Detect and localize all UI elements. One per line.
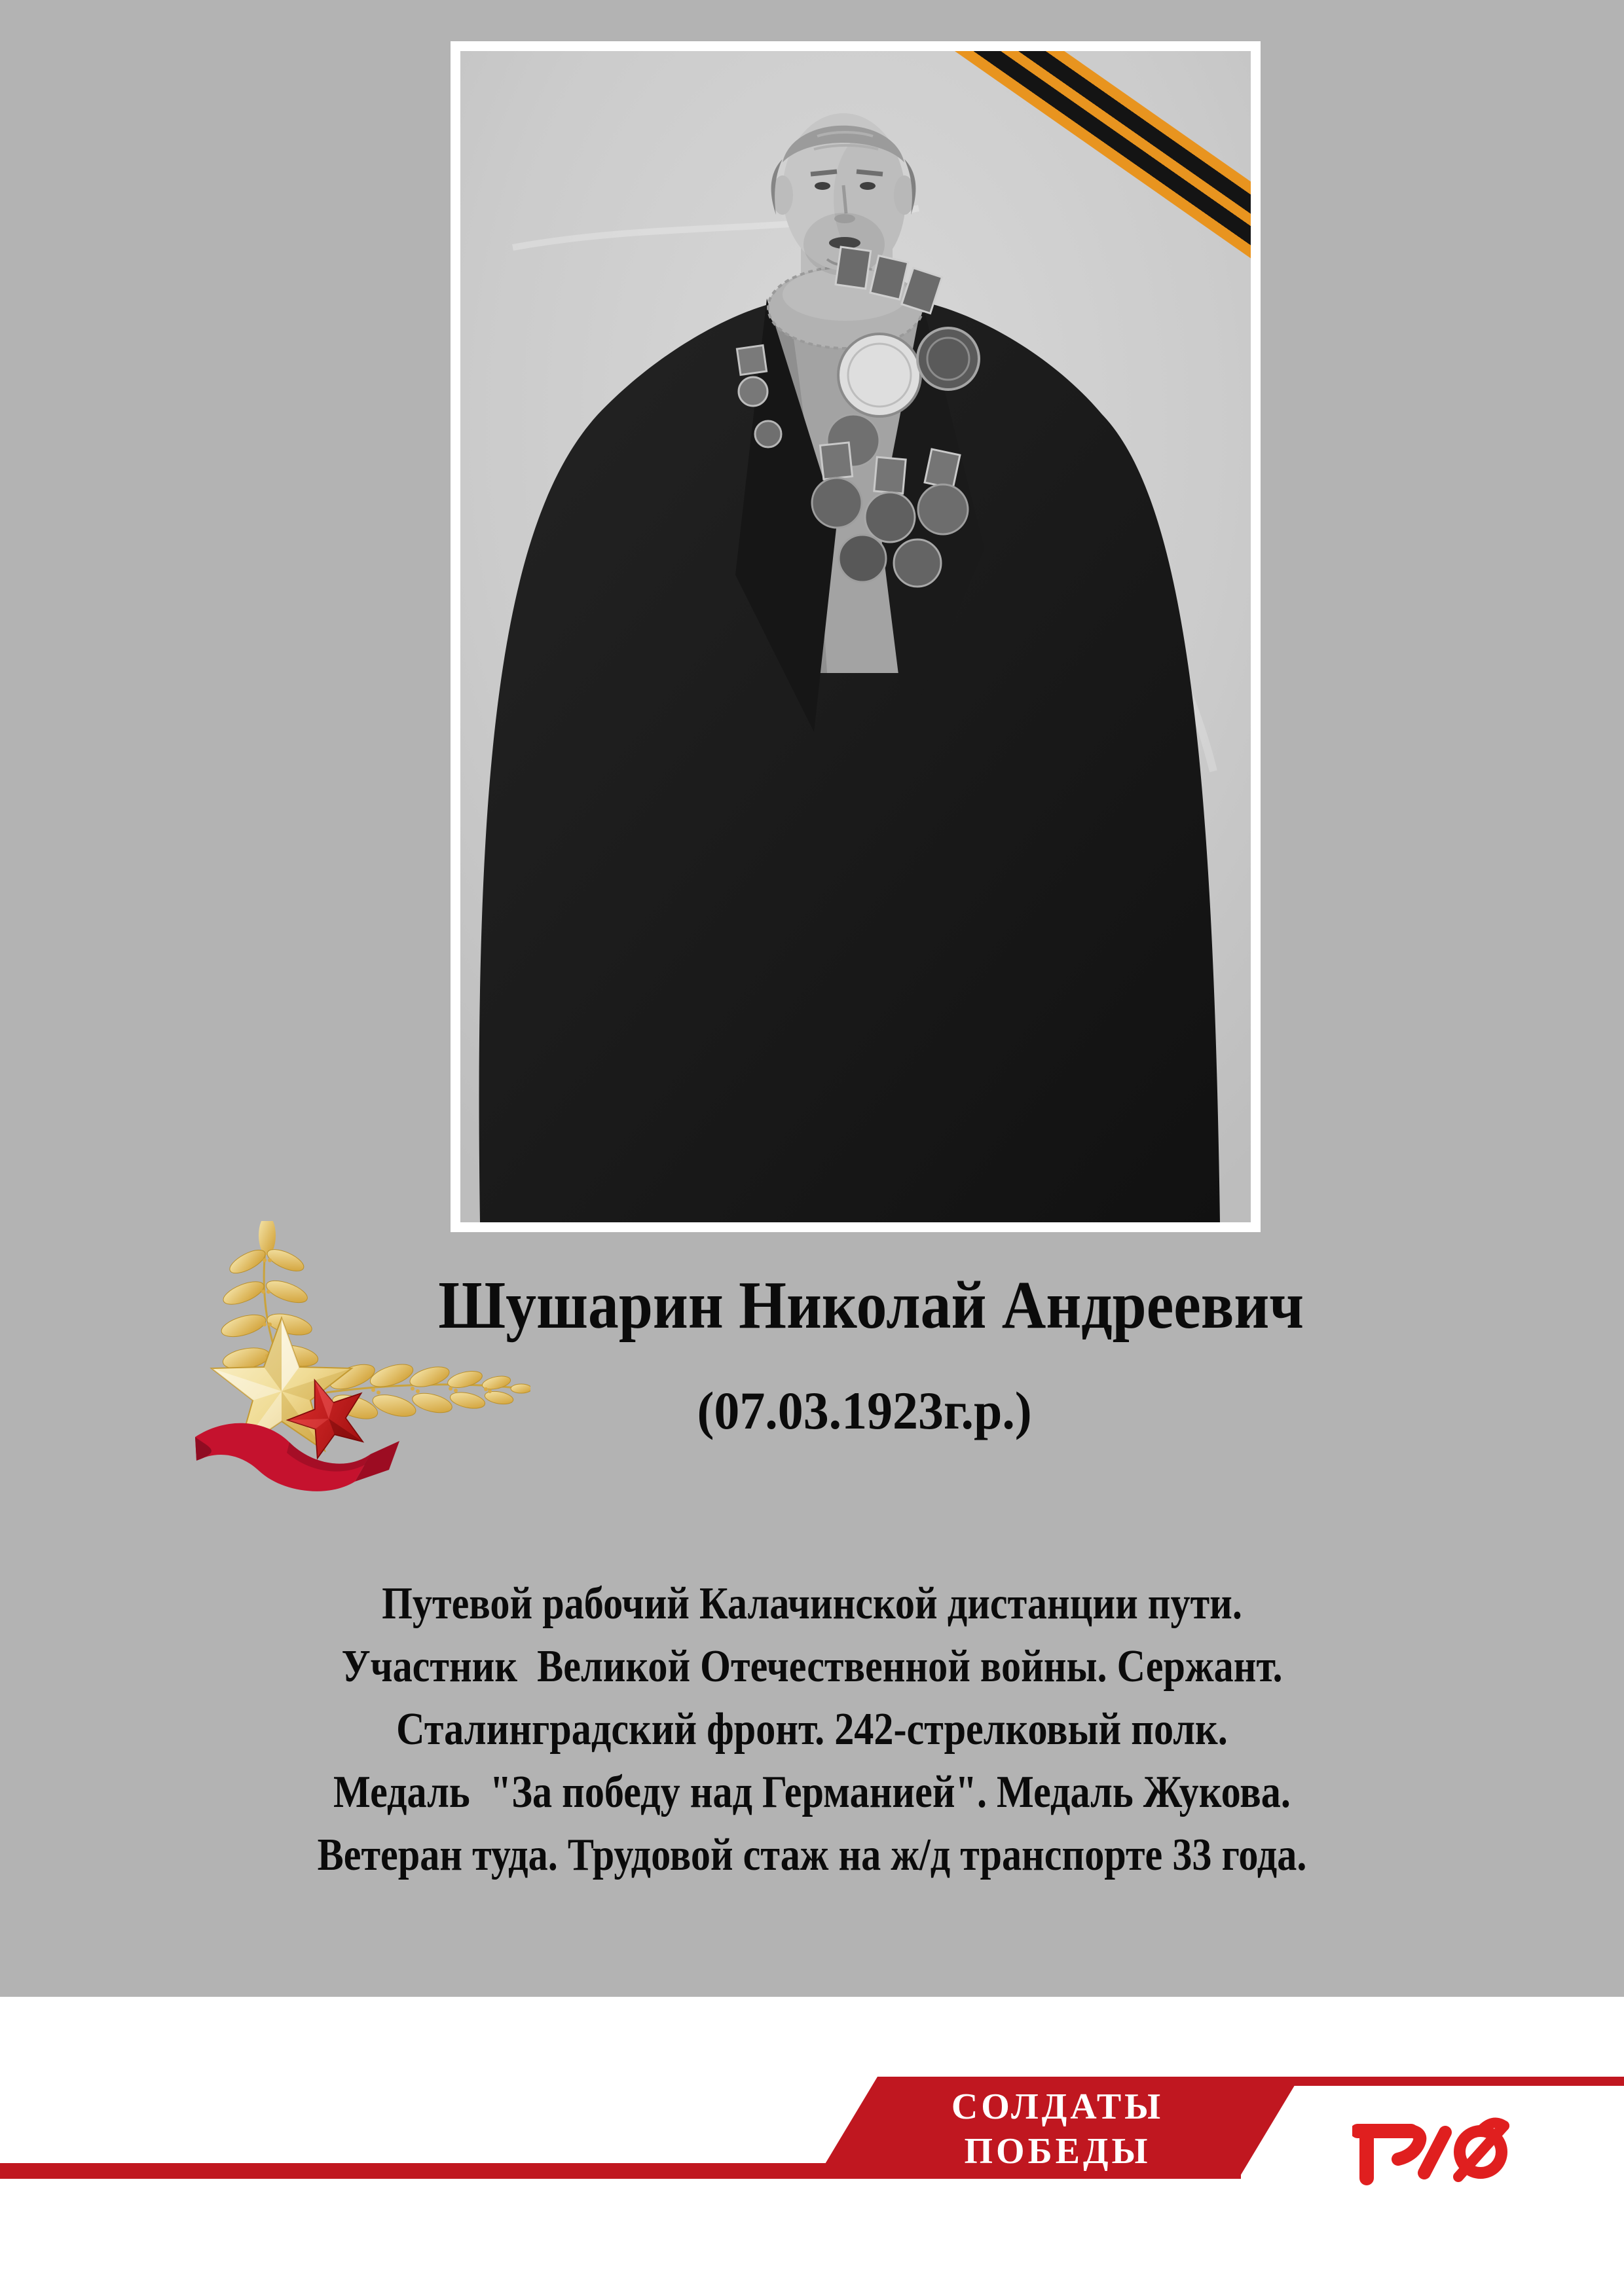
bio-line: Путевой рабочий Калачинской дистанции пути.	[382, 1578, 1242, 1629]
biography	[114, 1573, 1511, 1887]
portrait-illustration	[460, 51, 1251, 1222]
banner-line-1: СОЛДАТЫ	[951, 2086, 1164, 2127]
bio-line: Сталинградский фронт. 242-стрелковый полк.	[396, 1704, 1228, 1755]
veteran-portrait-photo	[460, 51, 1251, 1222]
banner-line-2: ПОБЕДЫ	[964, 2131, 1151, 2172]
birthdate-text: (07.03.1923г.р.)	[697, 1381, 1032, 1440]
bio-line: Ветеран туда. Трудовой стаж на ж/д транспорте 33 года.	[317, 1830, 1307, 1880]
banner-text	[864, 2085, 1251, 2174]
veteran-name	[367, 1266, 1375, 1344]
birthdate	[367, 1380, 1362, 1442]
gold-star-laurel-icon	[183, 1221, 530, 1503]
rzd-logo-icon	[1352, 2098, 1516, 2187]
veteran-name-text: Шушарин Николай Андреевич	[438, 1267, 1304, 1343]
banner-thin-line	[1290, 2077, 1624, 2086]
photo-frame	[451, 41, 1261, 1232]
bio-line: Медаль "За победу над Германией". Медаль Жукова.	[333, 1767, 1291, 1817]
bio-line: Участник Великой Отечественной войны. Сержант.	[341, 1641, 1283, 1692]
